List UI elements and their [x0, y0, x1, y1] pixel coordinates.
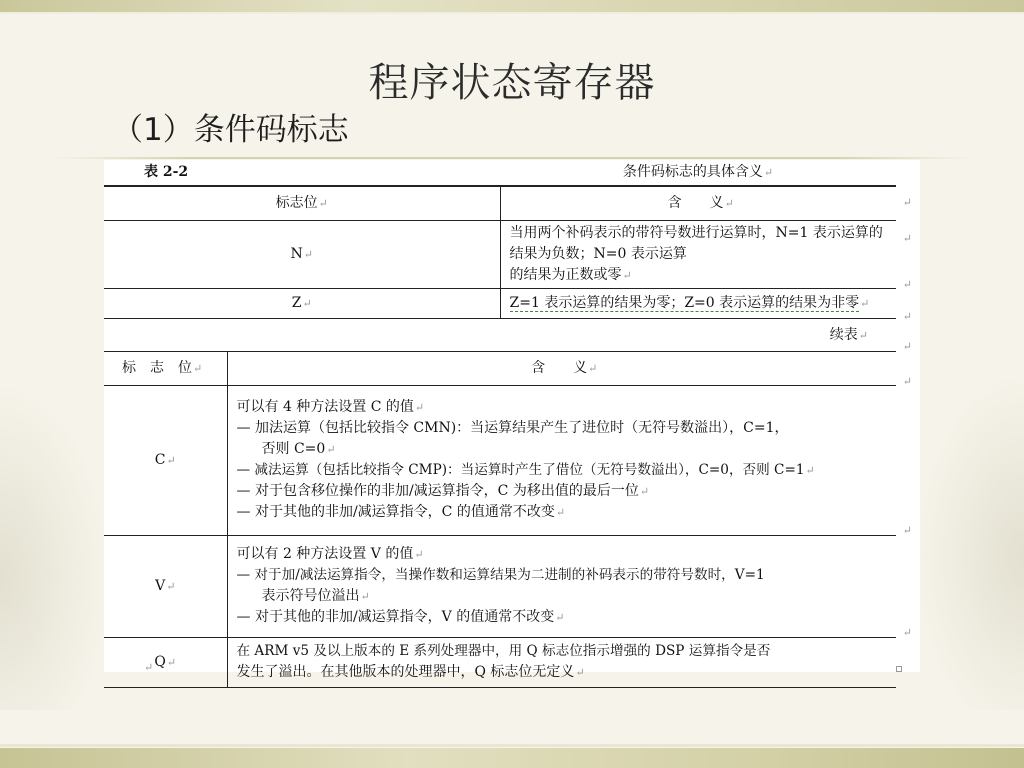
meaning-line	[237, 662, 893, 683]
meaning-line-text: — 对于包含移位操作的非加/减运算指令，C 为移出值的最后一位	[236, 483, 639, 499]
table-label: 表 2-2	[104, 160, 500, 186]
flag-text: Q	[154, 653, 166, 670]
meaning-line	[237, 586, 893, 607]
flags-table-2-2	[104, 160, 896, 319]
meaning-line	[237, 460, 893, 481]
meaning-line: — 对于加/减法运算指令，当操作数和运算结果为二进制的补码表示的带符号数时，V=1	[236, 567, 765, 583]
paragraph-mark-icon: ↵	[724, 196, 734, 210]
table-header-row	[104, 186, 896, 220]
paragraph-mark-icon: ↵	[302, 296, 312, 310]
table-row	[104, 220, 896, 288]
table-row	[104, 637, 896, 687]
flag-cell	[104, 288, 500, 318]
meaning-line	[510, 265, 893, 286]
meaning-cell	[227, 385, 896, 535]
left-decor-pattern	[0, 380, 110, 710]
row-end-mark-icon: ↵	[902, 375, 912, 388]
meaning-line	[237, 607, 893, 628]
meaning-cell	[227, 535, 896, 637]
header-meaning-text: 含 义	[667, 194, 724, 211]
meaning-line-text: 发生了溢出。在其他版本的处理器中，Q 标志位无定义	[236, 664, 575, 680]
meaning-line: Z=1 表示运算的结果为零；Z=0 表示运算的结果为非零	[509, 294, 860, 311]
bottom-decor-line	[0, 744, 1024, 747]
header-meaning-text: 含 义	[531, 359, 588, 376]
flag-cell	[104, 535, 227, 637]
continued-label-row	[104, 319, 920, 351]
header-flag-text: 标志位	[275, 194, 318, 211]
flag-cell	[104, 637, 227, 687]
paragraph-mark-icon: ↵	[588, 361, 598, 375]
meaning-cell	[500, 220, 896, 288]
table-row	[104, 385, 896, 535]
paragraph-mark-icon: ↵	[639, 485, 650, 498]
continued-label: 续表	[829, 326, 858, 343]
paragraph-mark-icon: ↵	[622, 268, 632, 282]
paragraph-mark-icon: ↵	[763, 166, 774, 179]
flag-text: V	[155, 577, 166, 594]
meaning-line-text: — 减法运算（包括比较指令 CMP)：当运算时产生了借位（无符号数溢出），C=0，否则 C=1	[236, 462, 805, 478]
header-meaning-cell	[500, 186, 896, 220]
paragraph-mark-icon: ↵	[360, 590, 370, 603]
meaning-line	[237, 481, 893, 502]
meaning-cell	[227, 637, 896, 687]
top-decor-line	[0, 12, 1024, 14]
right-decor-pattern	[914, 370, 1024, 710]
row-end-mark-icon: ↵	[902, 232, 912, 245]
meaning-line	[237, 397, 893, 418]
header-flag-text: 标 志 位	[122, 359, 192, 376]
header-flag-cell	[104, 351, 227, 385]
header-meaning-cell	[227, 351, 896, 385]
paragraph-mark-icon: ↵	[303, 247, 313, 261]
flag-cell	[104, 385, 227, 535]
table-caption-text: 条件码标志的具体含义	[622, 164, 763, 180]
flag-cell	[104, 220, 500, 288]
paragraph-mark-icon: ↵	[326, 443, 336, 456]
paragraph-mark-icon: ↵	[555, 611, 565, 624]
flags-table-continued	[104, 351, 896, 688]
table-row	[104, 288, 896, 318]
paragraph-mark-icon: ↵	[575, 666, 585, 679]
meaning-line-text: 可以有 2 种方法设置 V 的值	[236, 546, 414, 562]
document-image-panel	[104, 160, 920, 680]
meaning-line: 在 ARM v5 及以上版本的 E 系列处理器中，用 Q 标志位指示增强的 DSP 运算指令是否	[236, 643, 771, 659]
flag-text: Z	[291, 294, 302, 311]
paragraph-mark-icon: ↵	[193, 361, 203, 375]
bottom-decor-band	[0, 748, 1024, 768]
row-end-mark-icon: ↵	[902, 278, 912, 291]
slide-title: 程序状态寄存器	[368, 60, 656, 106]
meaning-line-text: 表示符号位溢出	[261, 588, 360, 604]
flag-text: N	[290, 245, 303, 262]
header-flag-cell	[104, 186, 500, 220]
table-caption-row	[104, 160, 896, 186]
paragraph-mark-icon: ↵	[166, 655, 177, 669]
row-end-mark-icon: ↵	[902, 310, 912, 323]
paragraph-mark-icon: ↵	[144, 661, 154, 674]
end-of-table-marker	[896, 666, 902, 672]
meaning-line	[237, 544, 893, 565]
table-header-row	[104, 351, 896, 385]
row-end-mark-icon: ↵	[902, 196, 912, 209]
paragraph-mark-icon: ↵	[414, 401, 425, 414]
title-divider	[50, 157, 975, 159]
paragraph-mark-icon: ↵	[166, 579, 176, 593]
meaning-line-text: 的结果为正数或零	[509, 266, 622, 283]
paragraph-mark-icon: ↵	[860, 296, 870, 310]
meaning-line-text: — 对于其他的非加/减运算指令，C 的值通常不改变	[236, 504, 555, 520]
paragraph-mark-icon: ↵	[166, 453, 176, 467]
meaning-line	[237, 439, 893, 460]
paragraph-mark-icon: ↵	[858, 328, 868, 342]
table-caption	[500, 160, 896, 186]
row-end-mark-icon: ↵	[902, 626, 912, 639]
slide-subtitle: （1）条件码标志	[112, 112, 349, 148]
top-decor-band	[0, 0, 1024, 12]
row-end-mark-icon: ↵	[902, 524, 912, 537]
table-row	[104, 535, 896, 637]
meaning-cell	[500, 288, 896, 318]
meaning-line-text: 可以有 4 种方法设置 C 的值	[236, 399, 414, 415]
meaning-line-text: 否则 C=0	[261, 441, 326, 457]
paragraph-mark-icon: ↵	[414, 548, 424, 561]
paragraph-mark-icon: ↵	[805, 464, 815, 477]
flag-text: C	[154, 451, 166, 468]
meaning-line: 当用两个补码表示的带符号数进行运算时，N=1 表示运算的结果为负数；N=0 表示运算	[509, 224, 883, 262]
meaning-line-text: — 对于其他的非加/减运算指令，V 的值通常不改变	[236, 609, 555, 625]
row-end-mark-icon: ↵	[902, 340, 912, 353]
paragraph-mark-icon: ↵	[318, 196, 328, 210]
paragraph-mark-icon: ↵	[555, 506, 566, 519]
meaning-line: — 加法运算（包括比较指令 CMN)：当运算结果产生了进位时（无符号数溢出），C=1，	[236, 420, 789, 436]
meaning-line	[237, 502, 893, 523]
